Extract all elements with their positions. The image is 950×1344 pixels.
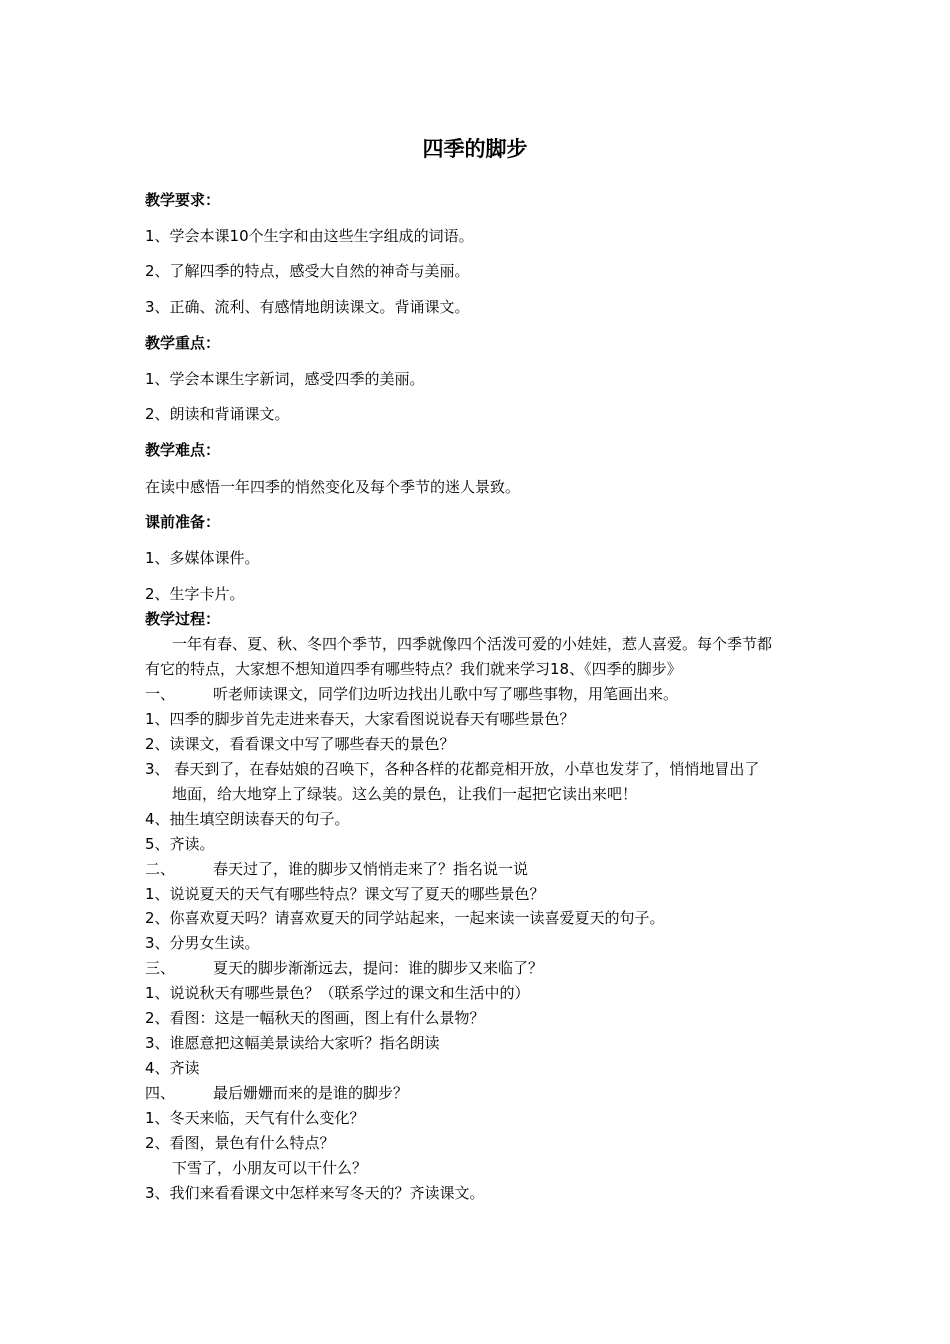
section-3-text: 夏天的脚步渐渐远去，提问：谁的脚步又来临了？ <box>213 959 544 977</box>
keypoint-item-1: 1、学会本课生字新词，感受四季的美丽。 <box>145 370 425 388</box>
section-4-text: 最后姗姗而来的是谁的脚步？ <box>213 1084 409 1102</box>
page-title: 四季的脚步 <box>422 137 528 161</box>
section-3-item-4: 4、齐读 <box>145 1059 200 1077</box>
requirements-heading: 教学要求： <box>145 191 221 209</box>
preparation-heading: 课前准备： <box>145 513 221 531</box>
section-4-item-2-sub: 下雪了，小朋友可以干什么？ <box>172 1159 368 1177</box>
requirement-item-2: 2、了解四季的特点，感受大自然的神奇与美丽。 <box>145 262 470 280</box>
preparation-item-1: 1、多媒体课件。 <box>145 549 260 567</box>
process-intro-line-1: 一年有春、夏、秋、冬四个季节，四季就像四个活泼可爱的小娃娃，惹人喜爱。每个季节都 <box>172 635 773 653</box>
section-4-item-3: 3、我们来看看课文中怎样来写冬天的？齐读课文。 <box>145 1184 485 1202</box>
section-4-item-2: 2、看图，景色有什么特点？ <box>145 1134 335 1152</box>
process-intro-line-2: 有它的特点，大家想不想知道四季有哪些特点？我们就来学习18、《四季的脚步》 <box>145 660 682 678</box>
section-1-item-3: 3、 春天到了，在春姑娘的召唤下，各种各样的花都竞相开放，小草也发芽了，悄悄地冒出了 <box>145 760 760 778</box>
section-1-item-4: 4、抽生填空朗读春天的句子。 <box>145 810 350 828</box>
section-2-item-2: 2、你喜欢夏天吗？请喜欢夏天的同学站起来，一起来读一读喜爱夏天的句子。 <box>145 909 665 927</box>
section-1-heading <box>145 682 815 706</box>
keypoint-item-2: 2、朗读和背诵课文。 <box>145 405 290 423</box>
difficulties-heading: 教学难点： <box>145 441 221 459</box>
requirement-item-1: 1、学会本课10个生字和由这些生字组成的词语。 <box>145 227 474 245</box>
section-4-number: 四、 <box>145 1084 176 1102</box>
section-2-item-1: 1、说说夏天的天气有哪些特点？课文写了夏天的哪些景色？ <box>145 885 545 903</box>
keypoints-heading: 教学重点： <box>145 334 221 352</box>
section-2-heading <box>145 857 815 881</box>
section-1-item-3-continued: 地面，给大地穿上了绿装。这么美的景色，让我们一起把它读出来吧！ <box>172 785 638 803</box>
section-1-item-2: 2、读课文，看看课文中写了哪些春天的景色？ <box>145 735 455 753</box>
section-3-item-1: 1、说说秋天有哪些景色？（联系学过的课文和生活中的） <box>145 984 530 1002</box>
section-1-text: 听老师读课文，同学们边听边找出儿歌中写了哪些事物，用笔画出来。 <box>213 685 679 703</box>
section-4-heading <box>145 1081 815 1105</box>
section-3-heading <box>145 956 815 980</box>
section-4-item-1: 1、冬天来临，天气有什么变化？ <box>145 1109 365 1127</box>
section-2-text: 春天过了，谁的脚步又悄悄走来了？指名说一说 <box>213 860 529 878</box>
requirement-item-3: 3、正确、流利、有感情地朗读课文。背诵课文。 <box>145 298 470 316</box>
section-1-item-1: 1、四季的脚步首先走进来春天，大家看图说说春天有哪些景色？ <box>145 710 575 728</box>
section-3-item-3: 3、谁愿意把这幅美景读给大家听？指名朗读 <box>145 1034 440 1052</box>
difficulties-text: 在读中感悟一年四季的悄然变化及每个季节的迷人景致。 <box>145 478 521 496</box>
section-1-number: 一、 <box>145 685 176 703</box>
section-3-item-2: 2、看图：这是一幅秋天的图画，图上有什么景物？ <box>145 1009 485 1027</box>
section-3-number: 三、 <box>145 959 176 977</box>
section-2-number: 二、 <box>145 860 176 878</box>
preparation-item-2: 2、生字卡片。 <box>145 585 245 603</box>
section-1-item-5: 5、齐读。 <box>145 835 215 853</box>
process-heading: 教学过程： <box>145 610 221 628</box>
section-2-item-3: 3、分男女生读。 <box>145 934 260 952</box>
